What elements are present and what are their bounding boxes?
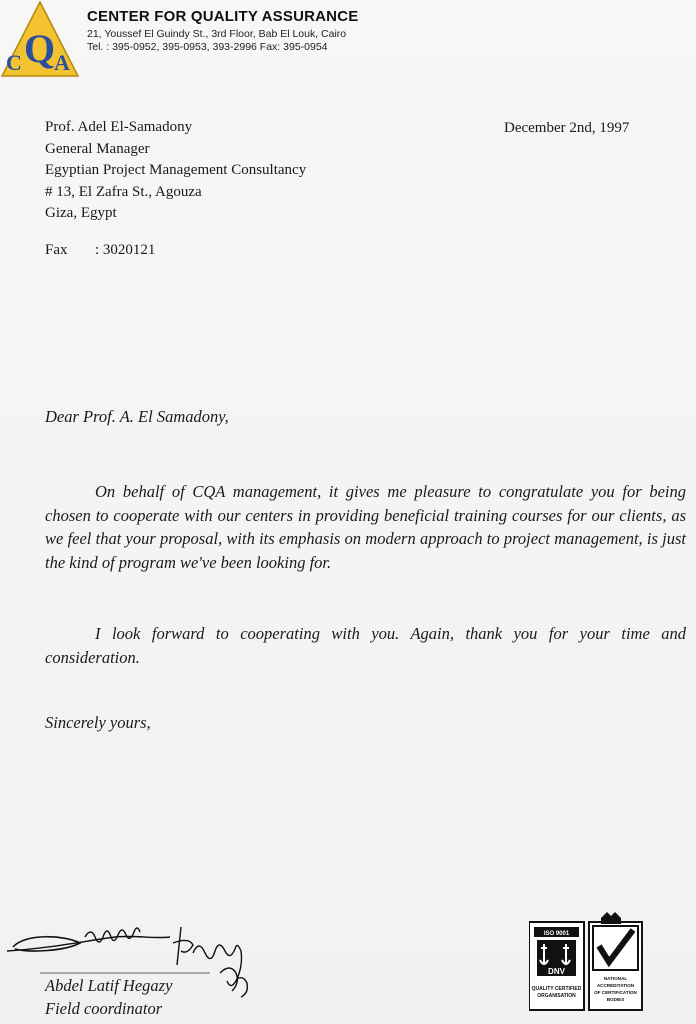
accreditation-caption-3: OF CERTIFICATION: [594, 990, 637, 995]
signer-name: Abdel Latif Hegazy: [45, 976, 173, 995]
logo-letter-c: C: [6, 50, 22, 75]
accreditation-caption-4: BODIES: [606, 997, 625, 1002]
logo-letter-a: A: [54, 50, 70, 75]
closing: Sincerely yours,: [45, 713, 151, 732]
body-paragraph-2: I look forward to cooperating with you. Again, thank you for your time and consideration.: [45, 624, 686, 667]
recipient-title: General Manager: [45, 140, 150, 157]
org-phone: Tel. : 395-0952, 395-0953, 393-2996 Fax: 395-0954: [87, 41, 328, 53]
iso-caption-1: QUALITY CERTIFIED: [531, 986, 582, 992]
accreditation-caption-2: ACCREDITATION: [596, 983, 635, 988]
fax-label: Fax: [45, 242, 68, 258]
logo-letter-q: Q: [24, 26, 56, 71]
recipient-company: Egyptian Project Management Consultancy: [45, 162, 307, 178]
fax-line: [45, 242, 155, 259]
crown-icon: [601, 912, 621, 924]
cqa-logo: [0, 0, 80, 78]
org-name: CENTER FOR QUALITY ASSURANCE: [87, 8, 359, 25]
accreditation-caption-1: NATIONAL: [603, 976, 628, 981]
recipient-street: # 13, El Zafra St., Agouza: [45, 183, 202, 200]
recipient-name: Prof. Adel El-Samadony: [45, 119, 193, 135]
signer-title: Field coordinator: [45, 999, 163, 1018]
salutation: Dear Prof. A. El Samadony,: [45, 407, 229, 426]
fax-number: : 3020121: [95, 242, 156, 258]
certification-marks: [529, 910, 644, 1012]
iso-caption-2: ORGANISATION: [537, 993, 576, 999]
dnv-label: DNV: [548, 967, 565, 976]
iso-label: ISO 9001: [543, 931, 570, 937]
recipient-block: [45, 117, 306, 225]
org-address: 21, Youssef El Guindy St., 3rd Floor, Bab El Louk, Cairo: [87, 28, 347, 40]
letter-date: December 2nd, 1997: [504, 120, 630, 136]
body-paragraph-1: On behalf of CQA management, it gives me pleasure to congratulate you for being chosen to cooperate with our centers in providing beneficial training courses for our clients, as we feel that your proposal, with its emphasis on modern approach to project management, is just the kind of program we've been looking for.: [45, 482, 686, 572]
recipient-city: Giza, Egypt: [45, 205, 117, 221]
